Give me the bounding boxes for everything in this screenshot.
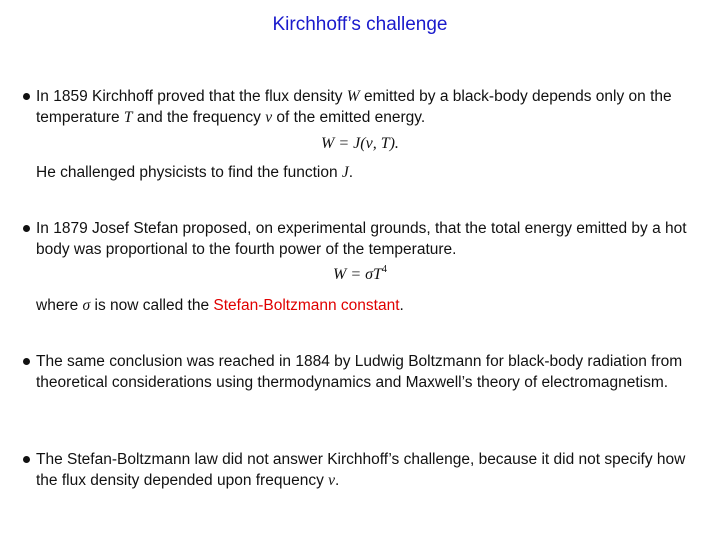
symbol-W: W (346, 88, 360, 105)
kirchhoff-challenge-line (36, 164, 353, 182)
bullet-dot (23, 93, 30, 100)
b4-text-1: The Stefan-Boltzmann law did not answer Kirchhoff’s challenge, because it did not specify how the flux density depended upon frequency (36, 451, 686, 489)
where-text: where (36, 297, 83, 314)
b1-text-3: and the frequency (132, 109, 266, 126)
stefan-constant-line (36, 297, 404, 315)
bullet-dot (23, 358, 30, 365)
equation-stefan-exponent: 4 (381, 264, 387, 275)
bullet-unanswered (36, 449, 706, 491)
bullet-dot (23, 225, 30, 232)
symbol-nu: ν (328, 472, 336, 489)
bullet-kirchhoff (36, 86, 706, 128)
now-called-text: is now called the (90, 297, 214, 314)
challenge-text-2: . (348, 164, 354, 181)
symbol-T: T (123, 109, 133, 126)
b4-text-2: . (335, 472, 340, 489)
stefan-boltzmann-constant-highlight: Stefan-Boltzmann constant (213, 297, 400, 314)
symbol-nu: ν (265, 109, 273, 126)
bullet-boltzmann (36, 351, 706, 393)
equation-kirchhoff: W = J(ν, T). (321, 135, 399, 152)
b1-text-2: emitted by a black-body depends only on the temperature (36, 88, 672, 126)
b1-text-4: of the emitted energy. (272, 109, 426, 126)
slide-title: Kirchhoff’s challenge (272, 14, 448, 35)
equation-stefan-lhs: W = σT (333, 266, 382, 283)
challenge-text-1: He challenged physicists to find the function (36, 164, 342, 181)
bullet-stefan (36, 218, 706, 260)
bullet-dot (23, 456, 30, 463)
b3-text: The same conclusion was reached in 1884 by Ludwig Boltzmann for black-body radiation from theoretical considerations using thermodynamics and Maxwell’s theory of electromagnetism. (36, 353, 683, 391)
b2-text: In 1879 Josef Stefan proposed, on experimental grounds, that the total energy emitted by a hot body was proportional to the fourth power of the temperature. (36, 220, 687, 258)
period-text: . (399, 297, 404, 314)
symbol-sigma: σ (82, 297, 91, 314)
equation-stefan (0, 266, 720, 284)
symbol-J: J (341, 164, 349, 181)
b1-text-1: In 1859 Kirchhoff proved that the flux density (36, 88, 347, 105)
